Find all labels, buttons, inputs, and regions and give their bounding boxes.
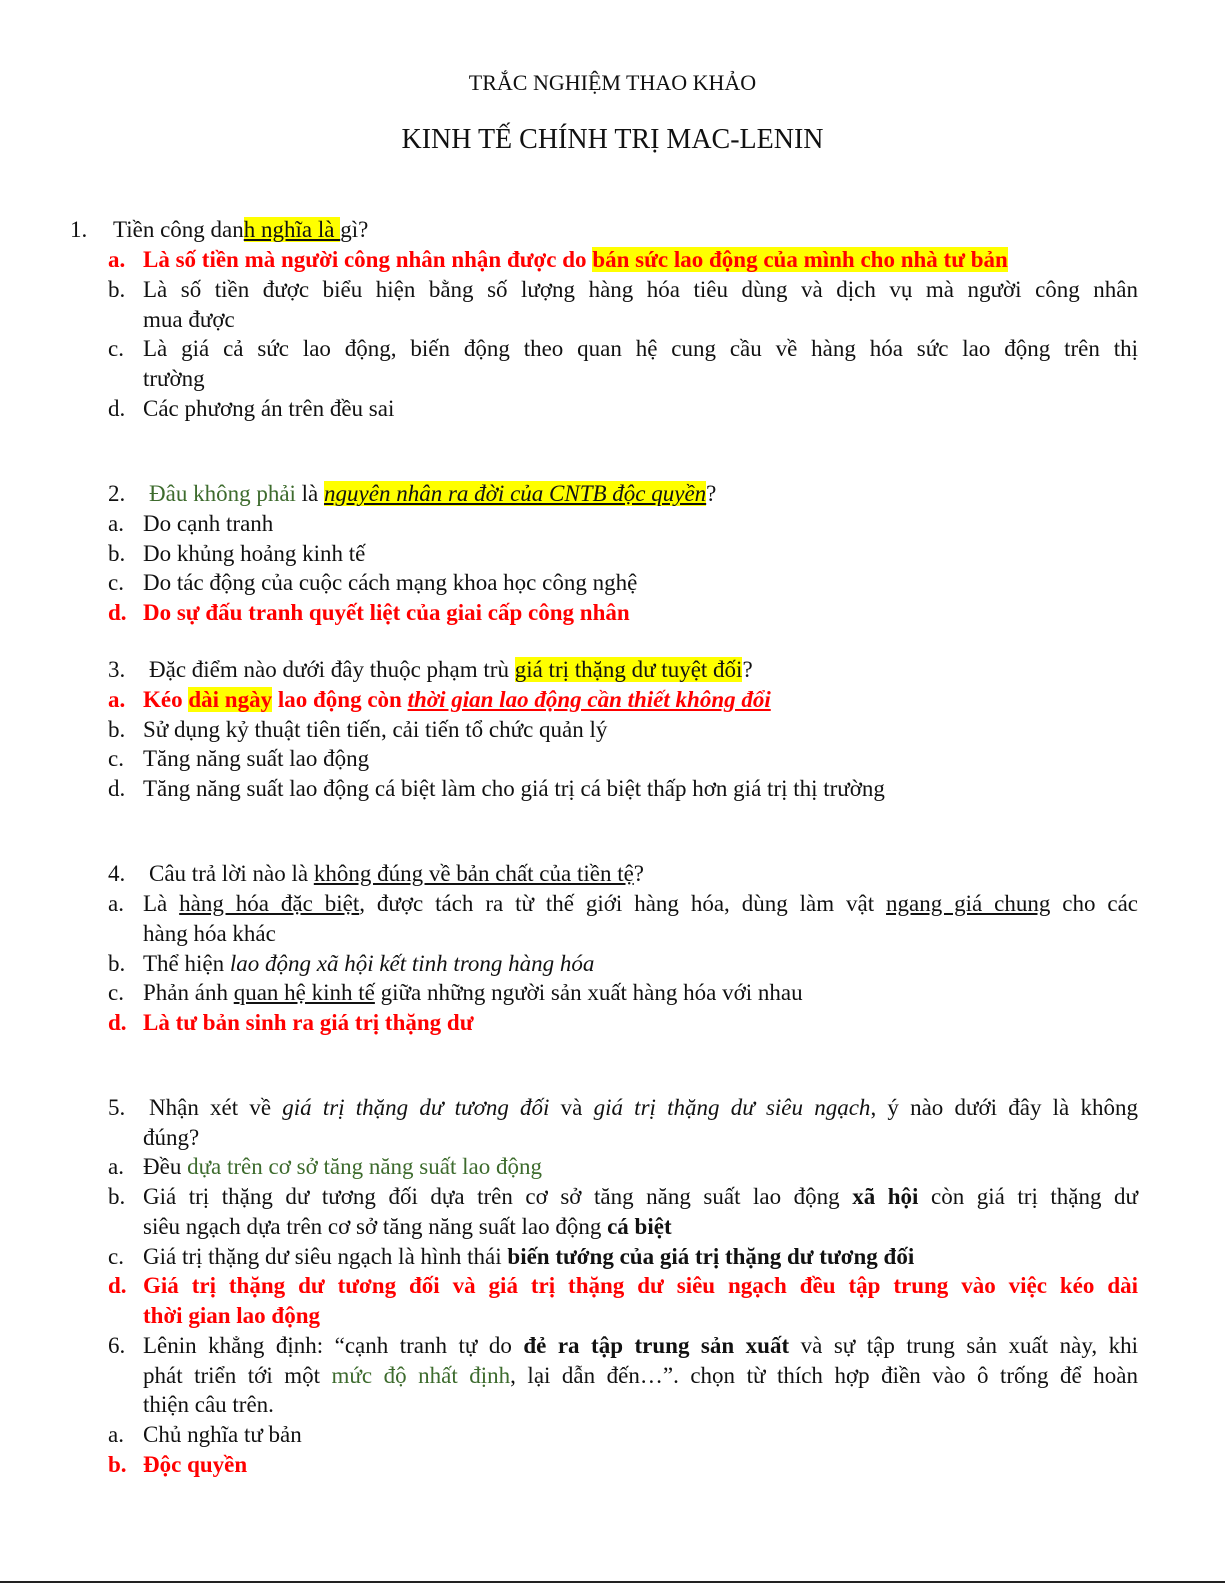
option-b: Sử dụng kỷ thuật tiên tiến, cải tiến tổ chức quản lý (143, 717, 608, 742)
option-d-correct-line1: Giá trị thặng dư tương đối và giá trị thặng dư siêu ngạch đều tập trung vào việc kéo dài (143, 1273, 1138, 1298)
document-subtitle: TRẮC NGHIỆM THAO KHẢO (468, 70, 757, 95)
option-a-line2: hàng hóa khác (143, 921, 276, 946)
option-label: c. (108, 336, 124, 361)
question-text-line3: thiện câu trên. (143, 1392, 274, 1417)
option-label: a. (108, 247, 126, 272)
highlight: dài ngày (188, 687, 273, 712)
question-number: 2. (108, 481, 126, 506)
highlight: bán sức lao động của mình cho nhà tư bản (592, 247, 1008, 272)
question-number: 5. (108, 1095, 126, 1120)
option-c: Phản ánh quan hệ kinh tế giữa những người sản xuất hàng hóa với nhau (143, 980, 803, 1005)
option-label: d. (108, 776, 126, 801)
option-b-line2: siêu ngạch dựa trên cơ sở tăng năng suất lao động cá biệt (143, 1214, 672, 1239)
highlight: h nghĩa là (243, 217, 341, 242)
option-label: d. (108, 1010, 127, 1035)
option-label: c. (108, 980, 124, 1005)
question-text-line1: Lênin khẳng định: “cạnh tranh tự do đẻ ra tập trung sản xuất và sự tập trung sản xuất này, khi (143, 1333, 1138, 1358)
question-number: 1. (70, 217, 88, 242)
option-c-line2: trường (143, 366, 205, 391)
option-a: Đều dựa trên cơ sở tăng năng suất lao động (143, 1154, 542, 1179)
option-d: Tăng năng suất lao động cá biệt làm cho giá trị cá biệt thấp hơn giá trị thị trường (143, 776, 885, 801)
option-b-line1: Giá trị thặng dư tương đối dựa trên cơ sở tăng năng suất lao động xã hội còn giá trị thặng dư (143, 1184, 1139, 1209)
option-c: Tăng năng suất lao động (143, 746, 370, 771)
option-label: d. (108, 1273, 127, 1298)
option-label: b. (108, 541, 126, 566)
highlight: nguyên nhân ra đời của CNTB độc quyền (324, 481, 707, 506)
page-bottom-border (0, 1581, 1225, 1583)
option-b: Do khủng hoảng kinh tế (143, 541, 366, 566)
option-d: Các phương án trên đều sai (143, 396, 395, 421)
question-number: 6. (108, 1333, 126, 1358)
option-d-correct: Là tư bản sinh ra giá trị thặng dư (143, 1010, 474, 1035)
option-b-line1: Là số tiền được biểu hiện bằng số lượng hàng hóa tiêu dùng và dịch vụ mà người công nhân (143, 277, 1138, 302)
option-d-correct-line2: thời gian lao động (143, 1303, 320, 1328)
option-label: b. (108, 1452, 127, 1477)
option-label: a. (108, 1422, 124, 1447)
option-label: d. (108, 396, 126, 421)
option-c: Giá trị thặng dư siêu ngạch là hình thái biến tướng của giá trị thặng dư tương đối (143, 1244, 915, 1269)
option-label: b. (108, 717, 126, 742)
option-d-correct: Do sự đấu tranh quyết liệt của giai cấp công nhân (143, 600, 630, 625)
question-text: Tiền công danh nghĩa là gì? (113, 217, 369, 242)
option-a-correct: Kéo dài ngày lao động còn thời gian lao động cần thiết không đổi (143, 687, 771, 712)
option-b: Thể hiện lao động xã hội kết tinh trong hàng hóa (143, 951, 595, 976)
question-text-line2: phát triển tới một mức độ nhất định, lại dẫn đến…”. chọn từ thích hợp điền vào ô trống để hoàn (143, 1363, 1138, 1388)
option-c-line1: Là giá cả sức lao động, biến động theo quan hệ cung cầu về hàng hóa sức lao động trên thị (143, 336, 1138, 361)
question-text: Đặc điểm nào dưới đây thuộc phạm trù giá trị thặng dư tuyệt đối? (149, 657, 753, 682)
option-b-line2: mua được (143, 307, 235, 332)
question-text: Đâu không phải là nguyên nhân ra đời của CNTB độc quyền? (149, 481, 717, 506)
option-label: d. (108, 600, 127, 625)
question-number: 4. (108, 861, 126, 886)
option-label: a. (108, 687, 126, 712)
option-a-correct: Là số tiền mà người công nhân nhận được do bán sức lao động của mình cho nhà tư bản (143, 247, 1008, 272)
question-number: 3. (108, 657, 126, 682)
option-b-correct: Độc quyền (143, 1452, 248, 1477)
option-label: c. (108, 570, 124, 595)
option-a-line1: Là hàng hóa đặc biệt, được tách ra từ thế giới hàng hóa, dùng làm vật ngang giá chung cho các (143, 891, 1138, 916)
option-a: Chủ nghĩa tư bản (143, 1422, 302, 1447)
option-label: c. (108, 1244, 124, 1269)
highlight: giá trị thặng dư tuyệt đối (514, 657, 743, 682)
option-label: c. (108, 746, 124, 771)
option-label: b. (108, 1184, 126, 1209)
option-c: Do tác động của cuộc cách mạng khoa học công nghệ (143, 570, 638, 595)
option-label: b. (108, 277, 126, 302)
option-label: a. (108, 1154, 124, 1179)
question-text: Câu trả lời nào là không đúng về bản chất của tiền tệ? (149, 861, 645, 886)
question-text-line2: đúng? (143, 1125, 200, 1150)
option-label: a. (108, 891, 124, 916)
question-text-line1: Nhận xét về giá trị thặng dư tương đối và giá trị thặng dư siêu ngạch, ý nào dưới đây là không (149, 1095, 1138, 1120)
option-label: a. (108, 511, 124, 536)
option-label: b. (108, 951, 126, 976)
document-title: KINH TẾ CHÍNH TRỊ MAC-LENIN (401, 124, 824, 155)
option-a: Do cạnh tranh (143, 511, 274, 536)
